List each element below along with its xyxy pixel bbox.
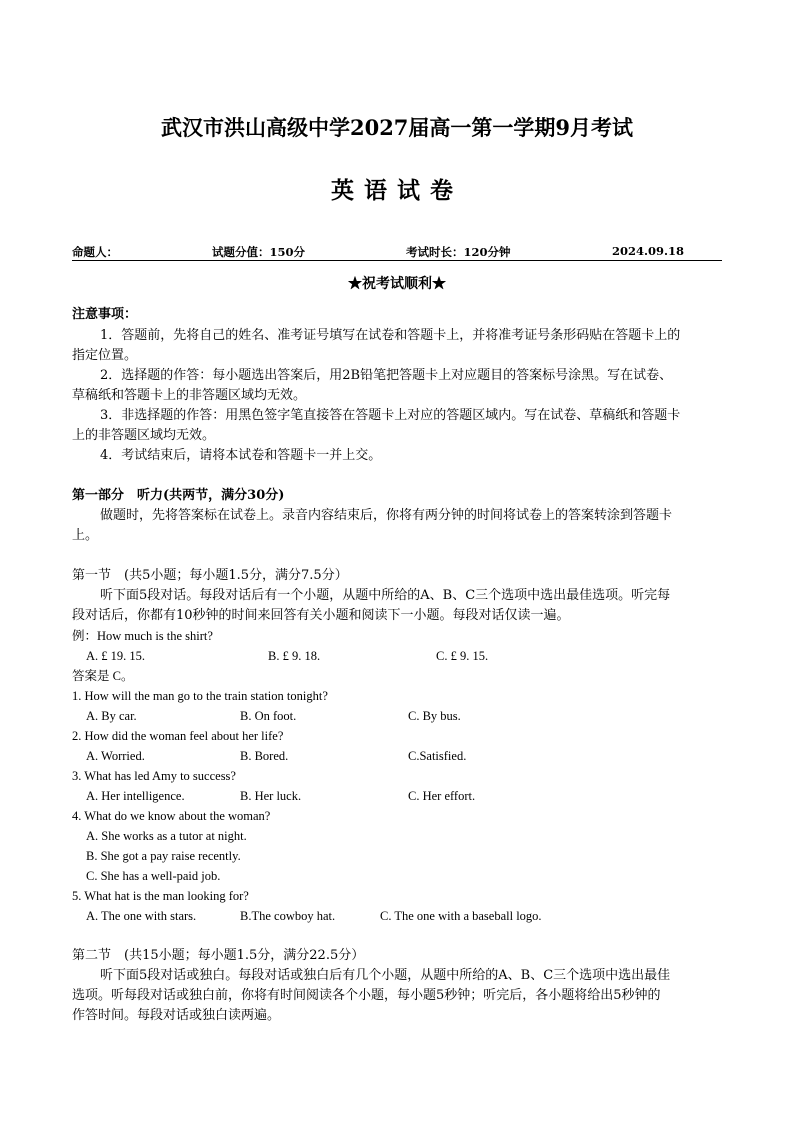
example-answer: 答案是 C。 (72, 669, 134, 683)
question-5-option-b: B.The cowboy hat. (240, 909, 336, 923)
blessing-text: ★祝考试顺利★ (348, 276, 446, 292)
section1-instructions-cont: 段对话后，你都有10秒钟的时间来回答有关小题和阅读下一小题。每段对话仅读一遍。 (72, 608, 570, 623)
question-3-option-a: A. Her intelligence. (86, 789, 185, 803)
example-option-a: A. £ 19. 15. (86, 649, 146, 663)
section2-instructions-cont2: 作答时间。每段对话或独白读两遍。 (72, 1008, 281, 1023)
question-2: 2. How did the woman feel about her life? (72, 729, 284, 743)
score-label: 试题分值：150分 (212, 245, 306, 259)
section2-instructions: 听下面5段对话或独白。每段对话或独白后有几个小题，从题中所给的A、B、C三个选项中选出最佳 (100, 968, 671, 983)
notice-item-2-cont: 草稿纸和答题卡上的非答题区域均无效。 (72, 388, 307, 403)
notice-item-1-cont: 指定位置。 (72, 348, 138, 363)
question-5-option-a: A. The one with stars. (86, 909, 197, 923)
notice-heading: 注意事项： (72, 307, 138, 322)
question-2-option-b: B. Bored. (240, 749, 289, 763)
question-5-option-c: C. The one with a baseball logo. (380, 909, 542, 923)
notice-item-3-cont: 上的非答题区域均无效。 (72, 428, 216, 443)
question-3-option-b: B. Her luck. (240, 789, 302, 803)
question-3-option-c: C. Her effort. (408, 789, 476, 803)
section2-heading: 第二节 (共15小题；每小题1.5分，满分22.5分） (72, 948, 365, 963)
example-option-c: C. £ 9. 15. (436, 649, 489, 663)
author-label: 命题人： (72, 245, 118, 259)
section2-instructions-cont: 选项。听每段对话或独白前，你将有时间阅读各个小题，每小题5秒钟；听完后，各小题将给出5秒钟的 (72, 988, 661, 1003)
example-question: 例：How much is the shirt? (72, 629, 213, 643)
part1-heading: 第一部分 听力(共两节，满分30分) (72, 488, 285, 503)
exam-title: 武汉市洪山高级中学2027届高一第一学期9月考试 (160, 115, 634, 140)
notice-item-4: 4．考试结束后，请将本试卷和答题卡一并上交。 (100, 448, 382, 463)
question-5: 5. What hat is the man looking for? (72, 889, 249, 903)
exam-date: 2024.09.18 (612, 244, 685, 258)
question-2-option-c: C.Satisfied. (408, 749, 467, 763)
exam-subtitle: 英语试卷 (331, 177, 463, 204)
notice-item-1: 1．答题前，先将自己的姓名、准考证号填写在试卷和答题卡上，并将准考证号条形码贴在答题卡上的 (100, 328, 681, 343)
example-option-b: B. £ 9. 18. (268, 649, 321, 663)
time-label: 考试时长：120分钟 (406, 245, 511, 259)
section1-instructions: 听下面5段对话。每段对话后有一个小题，从题中所给的A、B、C三个选项中选出最佳选项。听完每 (100, 588, 671, 603)
question-1-option-b: B. On foot. (240, 709, 297, 723)
question-2-option-a: A. Worried. (86, 749, 145, 763)
notice-item-2: 2．选择题的作答：每小题选出答案后，用2B铅笔把答题卡上对应题目的答案标号涂黑。写在试卷、 (100, 368, 673, 383)
exam-info-bar (72, 243, 722, 261)
question-1: 1. How will the man go to the train station tonight? (72, 689, 328, 703)
question-4: 4. What do we know about the woman? (72, 809, 271, 823)
notice-item-3: 3．非选择题的作答：用黑色签字笔直接答在答题卡上对应的答题区域内。写在试卷、草稿纸和答题卡 (100, 408, 681, 423)
question-4-option-b: B. She got a pay raise recently. (86, 849, 241, 863)
question-4-option-a: A. She works as a tutor at night. (86, 829, 247, 843)
section1-heading: 第一节 (共5小题；每小题1.5分，满分7.5分） (72, 568, 348, 583)
part1-intro-cont: 上。 (72, 528, 99, 543)
question-1-option-c: C. By bus. (408, 709, 461, 723)
question-1-option-a: A. By car. (86, 709, 137, 723)
question-4-option-c: C. She has a well-paid job. (86, 869, 221, 883)
question-3: 3. What has led Amy to success? (72, 769, 236, 783)
part1-intro: 做题时，先将答案标在试卷上。录音内容结束后，你将有两分钟的时间将试卷上的答案转涂到答题卡 (100, 508, 673, 523)
